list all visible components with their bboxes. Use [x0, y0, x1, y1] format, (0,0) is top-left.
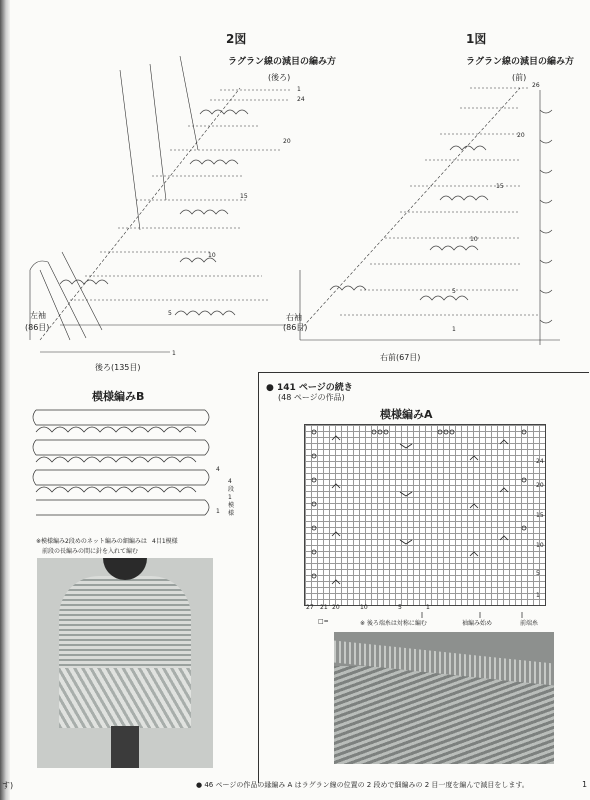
continuation-title: ● 141 ページの続き	[266, 383, 353, 393]
fig2-row-mark: 20	[283, 138, 291, 145]
patternB-note-line1b: 4目1模様	[152, 538, 178, 545]
fig1-row-mark: 26	[532, 82, 540, 89]
fig2-row-mark: 15	[240, 193, 248, 200]
fig1-row-mark: 15	[496, 183, 504, 190]
patternA-col-label: 5	[398, 604, 402, 611]
fig2-row-mark: 24	[297, 96, 305, 103]
patternA-col-label: 27	[306, 604, 314, 611]
mannequin-stand	[111, 726, 139, 768]
patternA-col-label: 1	[426, 604, 430, 611]
footer-left: す)	[2, 781, 14, 790]
fig1-subtitle: ラグラン線の減目の編み方	[466, 57, 575, 67]
patternA-row-number: 10	[536, 542, 544, 549]
fig1-sleeve-count: (86目)	[283, 323, 308, 332]
patternB-note-line2: 前段の長編みの間に針を入れて編む	[42, 548, 139, 555]
fig2-subtitle: ラグラン線の減目の編み方	[228, 57, 337, 67]
patternA-row-number: 15	[536, 512, 544, 519]
page-binding-shadow	[0, 0, 10, 800]
fig2-title: 2図	[226, 32, 247, 46]
fig1-row-mark: 20	[517, 132, 525, 139]
continuation-sub: (48 ページの作品)	[278, 393, 345, 402]
sweater-lace-hem	[59, 668, 191, 728]
fig2-row-mark: 10	[208, 252, 216, 259]
patternA-row-number: 1	[536, 592, 540, 599]
footer-text: ● 46 ページの作品の縁編み A はラグラン線の位置の 2 段めで細編みの 2 目一度を編んで減目をします。	[196, 781, 529, 789]
fig1-row-mark: 5	[452, 288, 456, 295]
fig2-sleeve-label: 左袖	[30, 311, 46, 320]
fig1-sleeve-label: 右袖	[286, 313, 302, 322]
patternA-legend: □=	[318, 618, 329, 625]
fig1-side: (前)	[512, 73, 527, 82]
patternA-row-number: 20	[536, 482, 544, 489]
fig2-row-mark: 5	[168, 310, 172, 317]
page-number: 1	[582, 780, 588, 789]
sweater-photo	[37, 558, 213, 768]
detail-photo	[334, 632, 554, 764]
fig2-bottom-label: 後ろ(135目)	[95, 363, 141, 372]
fig2-row-mark: 1	[172, 350, 176, 357]
patternA-note-end: 前端糸	[520, 620, 539, 627]
patternA-title: 模様編みA	[380, 408, 433, 421]
fig1-row-mark: 10	[470, 236, 478, 243]
fig1-title: 1図	[466, 32, 487, 46]
fig2-row-mark: 1	[297, 86, 301, 93]
patternB-row-mark: 1	[216, 508, 220, 515]
fig1-bottom-label: 右前(67目)	[380, 353, 421, 362]
patternA-grid	[304, 424, 546, 606]
fig1-row-mark: 1	[452, 326, 456, 333]
patternA-note-start: 袖編み始め	[462, 620, 493, 627]
patternB-note-line1: ※模様編み2段めのネット編みの細編みは	[36, 538, 147, 545]
patternA-col-label: 21	[320, 604, 328, 611]
fig2-sleeve-count: (86目)	[25, 323, 50, 332]
patternA-col-label: 20	[332, 604, 340, 611]
patternA-row-number: 5	[536, 570, 540, 577]
patternB-row-mark: 4	[216, 466, 220, 473]
fig2-side: (後ろ)	[268, 73, 291, 82]
patternA-col-label: 10	[360, 604, 368, 611]
patternB-title: 模様編みB	[92, 390, 145, 403]
patternB-repeat-note: 4段1模様	[228, 478, 235, 517]
patternA-note-back: ※ 後ろ端糸は対称に編む	[360, 620, 427, 627]
patternA-row-number: 24	[536, 458, 544, 465]
